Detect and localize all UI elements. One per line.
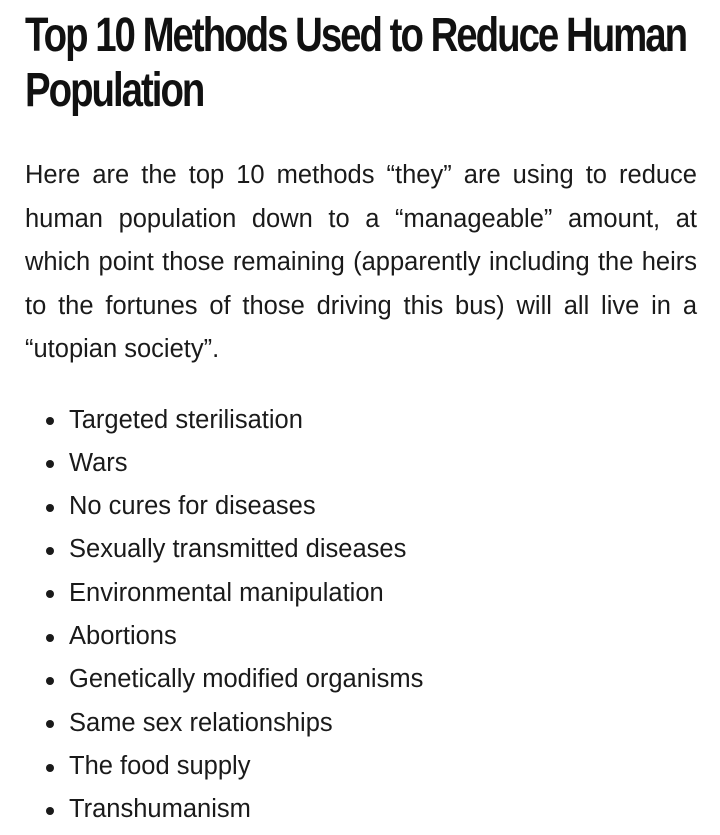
- bullet-icon: [46, 677, 54, 685]
- list-item: [25, 442, 697, 485]
- article: [25, 8, 697, 831]
- bullet-icon: [46, 634, 54, 642]
- list-item: [25, 658, 697, 701]
- list-item-text: Same sex relationships: [69, 708, 333, 737]
- list-item-text: Sexually transmitted diseases: [69, 535, 407, 564]
- list-item: [25, 485, 697, 528]
- list-item-text: Transhumanism: [69, 795, 251, 824]
- list-item-text: Environmental manipulation: [69, 578, 384, 607]
- intro-paragraph: Here are the top 10 methods “they” are using to reduce human population down to a “manageable” amount, at which point those remaining (apparently including the heirs to the fortunes of those driving this bus) will all live in a “utopian society”.: [25, 161, 697, 363]
- list-item: [25, 745, 697, 788]
- bullet-icon: [46, 720, 54, 728]
- list-item-text: The food supply: [69, 751, 251, 780]
- list-item: [25, 615, 697, 658]
- bullet-icon: [46, 460, 54, 468]
- list-item-text: Abortions: [69, 621, 177, 650]
- list-item-text: No cures for diseases: [69, 492, 316, 521]
- bullet-icon: [46, 807, 54, 815]
- list-item: [25, 788, 697, 831]
- list-item-text: Genetically modified organisms: [69, 665, 424, 694]
- list-item: [25, 702, 697, 745]
- methods-list: [25, 399, 697, 832]
- list-item: [25, 528, 697, 571]
- list-item: [25, 399, 697, 442]
- list-item-text: Targeted sterilisation: [69, 405, 303, 434]
- bullet-icon: [46, 504, 54, 512]
- bullet-icon: [46, 590, 54, 598]
- list-item: [25, 572, 697, 615]
- bullet-icon: [46, 417, 54, 425]
- article-title: Top 10 Methods Used to Reduce Human Population: [25, 9, 687, 117]
- list-item-text: Wars: [69, 448, 128, 477]
- bullet-icon: [46, 547, 54, 555]
- bullet-icon: [46, 764, 54, 772]
